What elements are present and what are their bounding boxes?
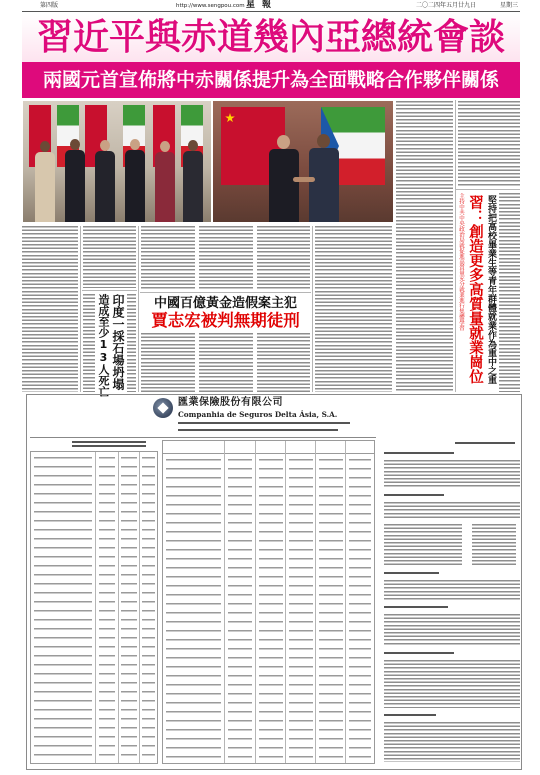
notes-header bbox=[455, 442, 515, 446]
person-figure bbox=[269, 149, 299, 222]
person-head bbox=[70, 139, 80, 150]
notes-paragraph bbox=[384, 614, 520, 646]
notes-heading bbox=[384, 714, 436, 718]
masthead-rule bbox=[22, 11, 520, 12]
person-figure bbox=[95, 151, 115, 222]
paper-name: 星報 bbox=[246, 0, 279, 10]
person-head bbox=[188, 140, 198, 151]
person-head bbox=[277, 135, 290, 149]
jobs-headline: 習：創造更多高質量就業崗位 bbox=[467, 195, 483, 384]
notes-paragraph bbox=[384, 580, 520, 600]
table-column-rule bbox=[315, 441, 316, 763]
text-column bbox=[199, 226, 253, 289]
company-address bbox=[178, 422, 350, 425]
table-labels bbox=[34, 454, 92, 762]
table-header-rule bbox=[163, 453, 374, 454]
person-head bbox=[160, 141, 170, 152]
table-column-rule bbox=[118, 452, 119, 763]
table-column-rule bbox=[224, 441, 225, 763]
story-rule bbox=[140, 292, 311, 293]
text-column bbox=[141, 226, 195, 289]
person-head bbox=[130, 139, 140, 150]
balance-sheet-table bbox=[30, 451, 158, 764]
photo-handshake bbox=[212, 100, 394, 223]
table-column-rule bbox=[255, 441, 256, 763]
gold-kicker: 中國百億黃金造假案主犯 bbox=[153, 296, 297, 311]
notes-list bbox=[384, 524, 462, 566]
issue-weekday: 星期三 bbox=[500, 2, 519, 9]
gold-headline: 賈志宏被判無期徒刑 bbox=[151, 311, 300, 330]
text-column bbox=[22, 226, 78, 392]
table-values bbox=[142, 454, 155, 762]
text-column bbox=[141, 333, 195, 392]
column-rule bbox=[455, 100, 456, 392]
text-column bbox=[199, 333, 253, 392]
company-contacts bbox=[178, 429, 338, 432]
table-values bbox=[319, 456, 343, 761]
table-title bbox=[72, 441, 146, 448]
statement-table bbox=[162, 440, 375, 764]
notes-heading bbox=[384, 452, 454, 456]
person-head bbox=[40, 141, 50, 152]
subhead-band bbox=[22, 62, 520, 98]
story-rule bbox=[82, 290, 137, 291]
company-name-zh: 匯業保險股份有限公司 bbox=[178, 397, 283, 408]
table-values bbox=[121, 454, 137, 762]
notes-list bbox=[472, 524, 516, 566]
person-figure bbox=[155, 152, 175, 222]
table-values bbox=[289, 456, 313, 761]
notes-paragraph bbox=[384, 722, 520, 762]
person-figure bbox=[183, 151, 203, 222]
text-column bbox=[257, 226, 310, 289]
site-url: http://www.sengpou.com bbox=[176, 3, 245, 9]
person-figure bbox=[35, 152, 55, 222]
table-column-rule bbox=[139, 452, 140, 763]
lead-subhead: 兩國元首宣佈將中赤關係提升為全面戰略合作夥伴關係 bbox=[42, 69, 499, 91]
text-column bbox=[257, 333, 310, 392]
notes-heading bbox=[384, 494, 444, 498]
column-rule bbox=[138, 226, 139, 392]
headline-panel bbox=[22, 14, 520, 62]
notes-heading bbox=[384, 572, 439, 576]
text-column bbox=[315, 226, 392, 392]
notes-paragraph bbox=[384, 660, 520, 708]
table-values bbox=[228, 456, 252, 761]
person-head bbox=[317, 134, 330, 148]
ad-rule bbox=[30, 437, 376, 438]
text-column bbox=[83, 226, 136, 288]
lead-headline: 習近平與赤道幾內亞總統會談 bbox=[36, 17, 505, 58]
person-figure bbox=[65, 150, 85, 222]
company-name-pt: Companhia de Seguros Delta Ásia, S.A. bbox=[178, 410, 338, 419]
jobs-subhead: 堅持把高校畢業生等青年群體就業作為重中之重 bbox=[486, 195, 496, 384]
india-headline-line1: 印度一採石場坍塌 bbox=[111, 294, 125, 390]
table-labels bbox=[166, 456, 221, 761]
person-figure bbox=[309, 148, 339, 222]
photo-delegation bbox=[22, 100, 212, 223]
india-headline-line2: 造成至少13人死亡 bbox=[97, 294, 110, 397]
story-rule bbox=[456, 189, 520, 190]
person-figure bbox=[125, 150, 145, 222]
notes-paragraph bbox=[384, 502, 520, 518]
issue-date: 二〇二四年五月廿九日 bbox=[416, 2, 477, 9]
table-values bbox=[259, 456, 283, 761]
table-column-rule bbox=[285, 441, 286, 763]
text-column bbox=[499, 193, 520, 392]
notes-heading bbox=[384, 652, 454, 656]
table-values bbox=[349, 456, 371, 761]
edition-label: 第四版 bbox=[40, 2, 59, 9]
text-column bbox=[83, 294, 95, 392]
table-values bbox=[99, 454, 115, 762]
notes-heading bbox=[384, 606, 448, 610]
person-head bbox=[100, 140, 110, 151]
notes-paragraph bbox=[384, 460, 520, 488]
table-column-rule bbox=[95, 452, 96, 763]
text-column bbox=[396, 101, 453, 392]
text-column bbox=[127, 294, 136, 392]
handshake bbox=[293, 177, 315, 182]
table-column-rule bbox=[345, 441, 346, 763]
text-column bbox=[458, 101, 520, 187]
column-rule bbox=[312, 226, 313, 392]
jobs-kicker: 主持中共中央政治局就促進高質量充分就業進行集體學習 bbox=[458, 193, 464, 331]
column-rule bbox=[80, 226, 81, 392]
